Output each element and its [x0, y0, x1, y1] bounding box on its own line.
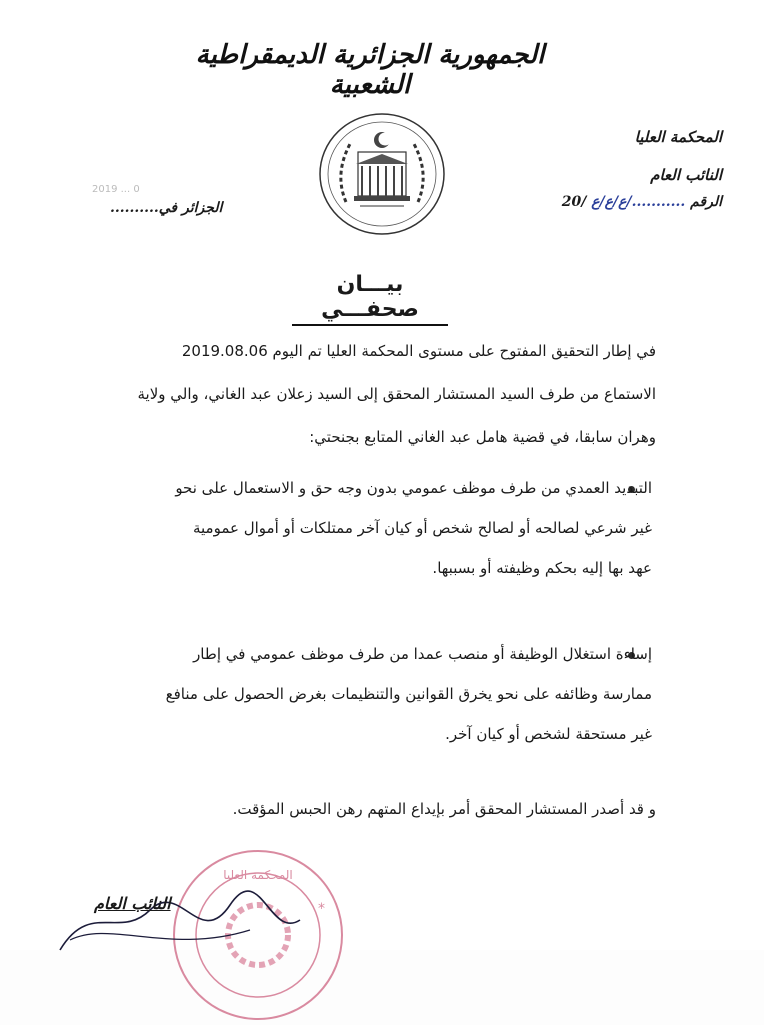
stamp-text: المحكمة العليا	[223, 868, 293, 882]
charge-line: عهد بها إليه بحكم وظيفته أو بسببها.	[432, 559, 652, 577]
charge-line: غير شرعي لصالحه أو لصالح شخص أو كيان آخر ممتلكات أو أموال عمومية	[192, 519, 652, 537]
intro-line: الاستماع من طرف السيد المستشار المحقق إلى السيد زعلان عبد الغاني، والي ولاية	[137, 385, 656, 403]
svg-text:*: *	[318, 901, 325, 917]
issuer-block	[522, 118, 722, 194]
signatory-title: النائب العام	[94, 894, 171, 913]
intro-line: وهران سابقا، في قضية هامل عبد الغاني المتابع بجنحتي:	[309, 428, 656, 446]
org-prosecutor-general: النائب العام	[650, 166, 722, 184]
ref-handwritten: .........../ع/ع/ع	[591, 194, 686, 210]
charge-line: ممارسة وظائفه على نحو يخرق القوانين والتنظيمات بغرض الحصول على منافع	[165, 685, 652, 703]
handwritten-signature	[50, 880, 310, 960]
charge-line: التبديد العمدي من طرف موظف عمومي بدون وجه حق و الاستعمال على نحو	[175, 479, 652, 497]
faint-date-stamp: 2019 ... 0	[92, 184, 140, 195]
closing-sentence: و قد أصدر المستشار المحقق أمر بإيداع المتهم رهن الحبس المؤقت.	[232, 800, 656, 818]
org-supreme-court: المحكمة العليا	[634, 128, 722, 146]
reference-number	[502, 194, 722, 210]
charge-line: غير مستحقة لشخص أو كيان آخر.	[445, 725, 652, 743]
charge-item	[142, 468, 652, 588]
ref-label: الرقم	[690, 194, 722, 210]
place-date-line: الجزائر في..........	[110, 200, 223, 216]
republic-heading: الجمهورية الجزائرية الديمقراطية الشعبية	[195, 40, 545, 100]
supreme-court-emblem	[316, 110, 448, 238]
ref-year: /20	[561, 194, 587, 210]
intro-line: في إطار التحقيق المفتوح على مستوى المحكمة العليا تم اليوم 2019.08.06	[181, 342, 656, 360]
charge-item	[142, 634, 652, 754]
document-title: بيـــان صحفـــي	[292, 272, 448, 326]
charge-line: إساءة استغلال الوظيفة أو منصب عمدا من طرف موظف عمومي في إطار	[193, 645, 652, 663]
intro-paragraph	[96, 330, 656, 459]
